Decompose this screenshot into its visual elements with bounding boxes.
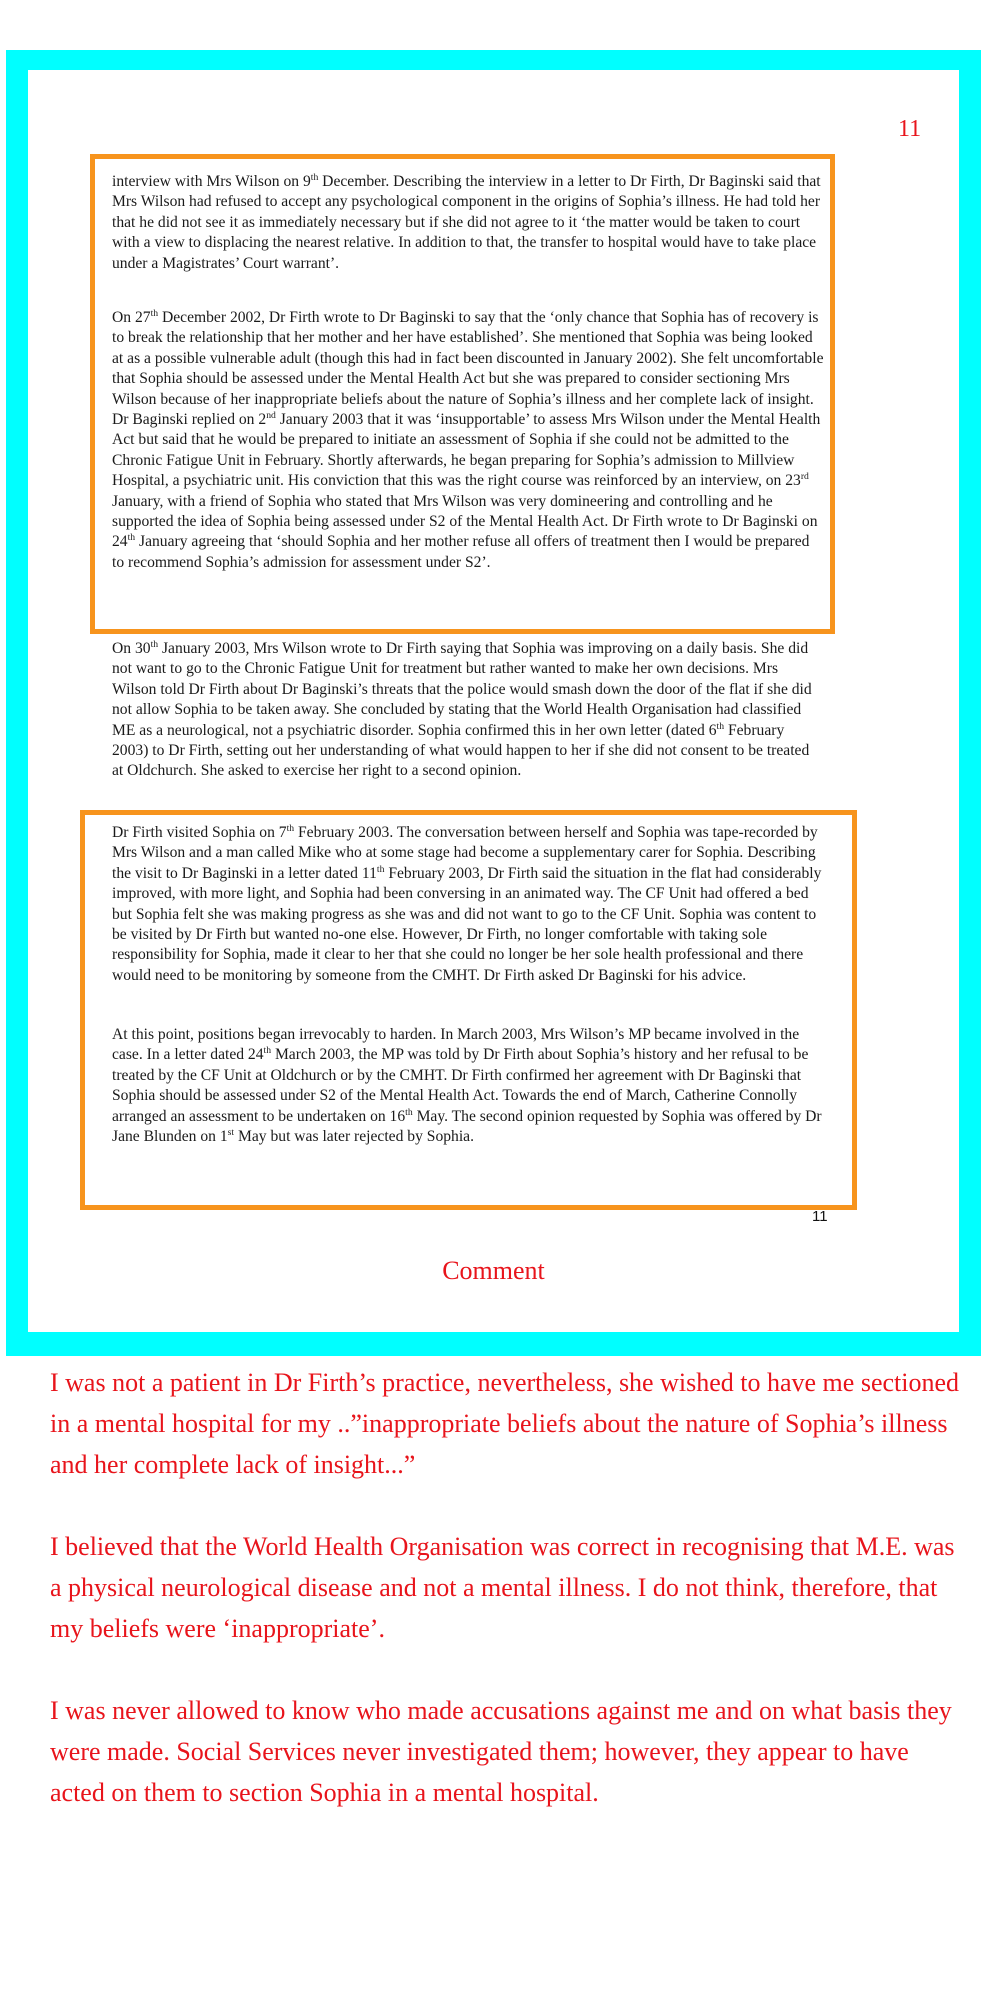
document-paragraph: On 30th January 2003, Mrs Wilson wrote to Dr Firth saying that Sophia was improving on a daily basis. She did not want to go to the Chronic Fatigue Unit for treatment but rather wanted to make her own decisions. Mrs Wilson told Dr Firth about Dr Baginski’s threats that the police would smash down the door of the flat if she did not allow Sophia to be taken away. She concluded by stating that the World Health Organisation had classified ME as a neurological, not a psychiatric disorder. Sophia confirmed this in her own letter (dated 6th February 2003) to Dr Firth, setting out her understanding of what would happen to her if she did not consent to be treated at Oldchurch. She asked to exercise her right to a second opinion. [112,638,812,780]
page-footer-number: 11 [812,1208,828,1225]
comment-paragraph: I was not a patient in Dr Firth’s practice, nevertheless, she wished to have me sectioned in a mental hospital for my ..”inappropriate beliefs about the nature of Sophia’s illness and her complete lack of insight...” [50,1368,960,1479]
comment-paragraph: I was never allowed to know who made accusations against me and on what basis they were made. Social Services never investigated them; however, they appear to have acted on them to section Sophia in a mental hospital. [50,1696,952,1807]
document-paragraph: interview with Mrs Wilson on 9th December. Describing the interview in a letter to Dr Firth, Dr Baginski said that Mrs Wilson had refused to accept any psychological component in the origins of Sophia’s illness. He had told her that he did not see it as immediately necessary but if she did not agree to it ‘the matter would be taken to court with a view to displacing the nearest relative. In addition to that, the transfer to hospital would have to take place under a Magistrates’ Court warrant’. [112,171,821,272]
document-paragraph: Dr Firth visited Sophia on 7th February 2003. The conversation between herself and Sophia was tape-recorded by Mrs Wilson and a man called Mike who at some stage had become a supplementary carer for Sophia. Describing the visit to Dr Baginski in a letter dated 11th February 2003, Dr Firth said the situation in the flat had considerably improved, with more light, and Sophia had been conversing in an animated way. The CF Unit had offered a bed but Sophia felt she was making progress as she was and did not want to go to the CF Unit. Sophia was content to be visited by Dr Firth but wanted no-one else. However, Dr Firth, no longer comfortable with taking sole responsibility for Sophia, made it clear to her that she could no longer be her sole health professional and there would need to be monitoring by someone from the CMHT. Dr Firth asked Dr Baginski for his advice. [112,822,822,984]
document-paragraph: At this point, positions began irrevocably to harden. In March 2003, Mrs Wilson’s MP became involved in the case. In a letter dated 24th March 2003, the MP was told by Dr Firth about Sophia’s history and her refusal to be treated by the CF Unit at Oldchurch or by the CMHT. Dr Firth confirmed her agreement with Dr Baginski that Sophia should be assessed under S2 of the Mental Health Act. Towards the end of March, Catherine Connolly arranged an assessment to be undertaken on 16th May. The second opinion requested by Sophia was offered by Dr Jane Blunden on 1st May but was later rejected by Sophia. [112,1026,822,1146]
document-page [28,70,959,1332]
document-paragraph: On 27th December 2002, Dr Firth wrote to Dr Baginski to say that the ‘only chance that Sophia has of recovery is to break the relationship that her mother and her have established’. She mentioned that Sophia was being looked at as a possible vulnerable adult (though this had in fact been discounted in January 2002). She felt uncomfortable that Sophia should be assessed under the Mental Health Act but she was prepared to consider sectioning Mrs Wilson because of her inappropriate beliefs about the nature of Sophia’s illness and her complete lack of insight. Dr Baginski replied on 2nd January 2003 that it was ‘insupportable’ to assess Mrs Wilson under the Mental Health Act but said that he would be prepared to initiate an assessment of Sophia if she could not be admitted to the Chronic Fatigue Unit in February. Shortly afterwards, he began preparing for Sophia’s admission to Millview Hospital, a psychiatric unit. His conviction that this was the right course was reinforced by an interview, on 23rd January, with a friend of Sophia who stated that Mrs Wilson was very domineering and controlling and he supported the idea of Sophia being assessed under S2 of the Mental Health Act. Dr Firth wrote to Dr Baginski on 24th January agreeing that ‘should Sophia and her mother refuse all offers of treatment then I would be prepared to recommend Sophia’s admission for assessment under S2’. [112,307,824,571]
page-number-annotation: 11 [898,116,922,142]
comment-paragraph: I believed that the World Health Organisation was correct in recognising that M.E. was a physical neurological disease and not a mental illness. I do not think, therefore, that my beliefs were ‘inappropriate’. [50,1532,955,1643]
cyan-frame [6,50,981,1356]
comment-heading: Comment [442,1256,545,1285]
